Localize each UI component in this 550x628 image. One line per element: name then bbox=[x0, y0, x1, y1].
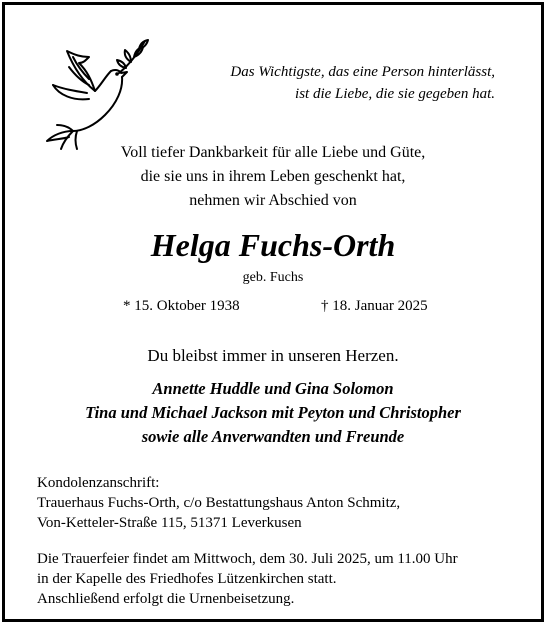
intro-line: nehmen wir Abschied von bbox=[189, 192, 357, 209]
intro-line: Voll tiefer Dankbarkeit für alle Liebe und Güte, bbox=[120, 144, 426, 161]
obituary-frame bbox=[2, 2, 544, 622]
birth-date: * 15. Oktober 1938 bbox=[123, 298, 240, 314]
condolence-line: Von-Ketteler-Straße 115, 51371 Leverkusen bbox=[37, 515, 302, 531]
quote bbox=[165, 61, 495, 105]
intro-text bbox=[5, 141, 541, 213]
dove-icon bbox=[33, 27, 161, 155]
death-date: † 18. Januar 2025 bbox=[321, 298, 428, 314]
funeral-info bbox=[37, 549, 458, 609]
quote-line: ist die Liebe, die sie gegeben hat. bbox=[295, 86, 495, 102]
mourner-line: Tina und Michael Jackson mit Peyton und Christopher bbox=[85, 403, 461, 422]
mourner-line: sowie alle Anverwandten und Freunde bbox=[141, 427, 405, 446]
condolence-address bbox=[37, 473, 400, 533]
intro-line: die sie uns in ihrem Leben geschenkt hat, bbox=[140, 168, 406, 185]
funeral-line: Die Trauerfeier findet am Mittwoch, dem 30. Juli 2025, um 11.00 Uhr bbox=[37, 551, 458, 567]
birth-name: geb. Fuchs bbox=[242, 270, 304, 285]
deceased-name: Helga Fuchs-Orth bbox=[150, 227, 396, 263]
mourners bbox=[5, 377, 541, 449]
quote-line: Das Wichtigste, das eine Person hinterlässt, bbox=[230, 64, 495, 80]
condolence-line: Kondolenzanschrift: bbox=[37, 475, 160, 491]
funeral-line: in der Kapelle des Friedhofes Lützenkirchen statt. bbox=[37, 571, 337, 587]
funeral-line: Anschließend erfolgt die Urnenbeisetzung. bbox=[37, 591, 295, 607]
motto: Du bleibst immer in unseren Herzen. bbox=[147, 346, 399, 365]
condolence-line: Trauerhaus Fuchs-Orth, c/o Bestattungshaus Anton Schmitz, bbox=[37, 495, 401, 511]
mourner-line: Annette Huddle und Gina Solomon bbox=[152, 379, 394, 398]
